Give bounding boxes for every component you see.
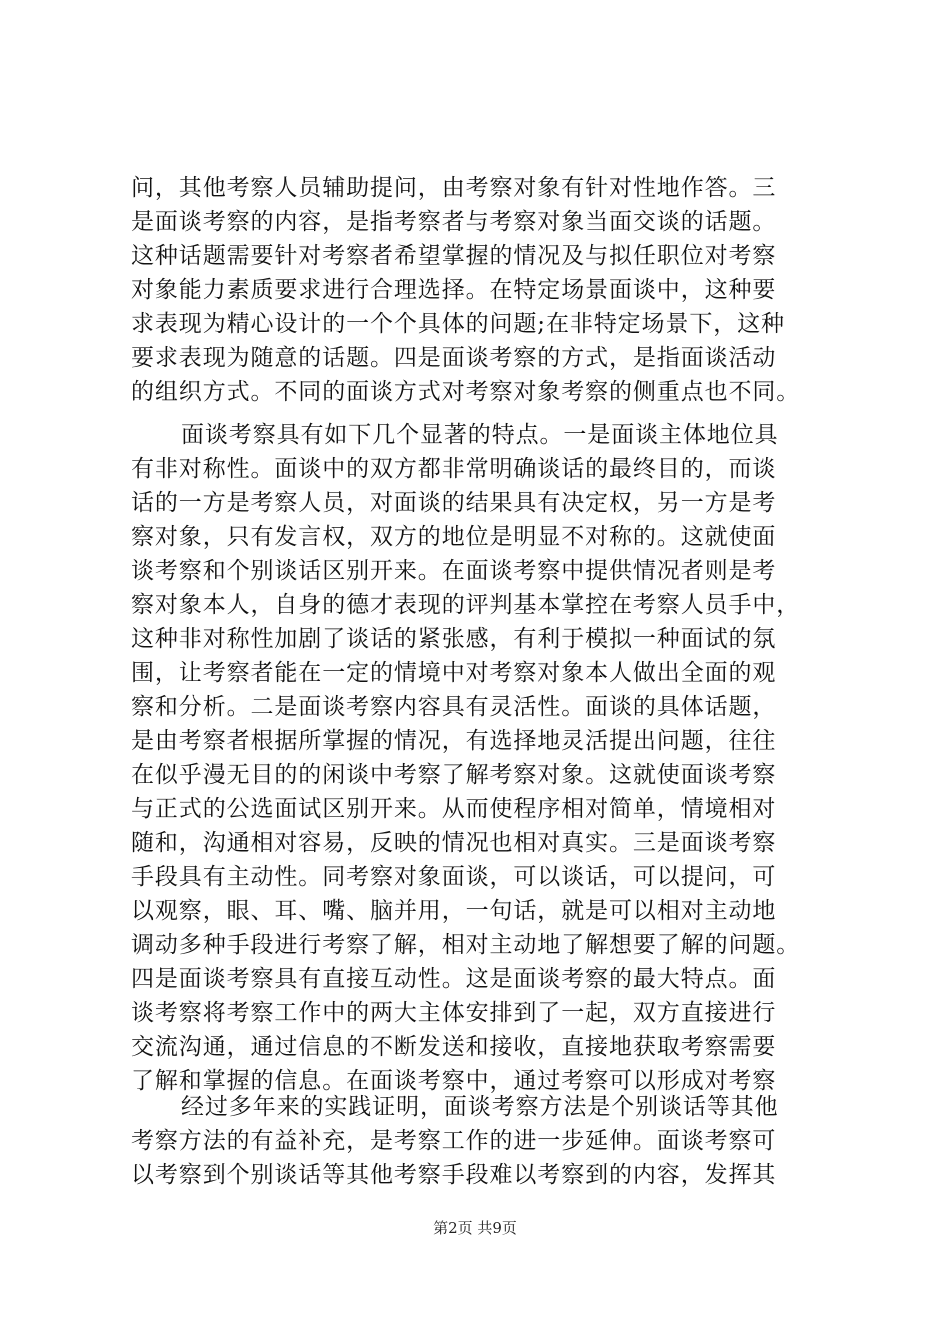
text-line: 谈考察将考察工作中的两大主体安排到了一起，双方直接进行 <box>131 1000 777 1026</box>
text-line: 经过多年来的实践证明，面谈考察方法是个别谈话等其他 <box>181 1094 779 1120</box>
paragraph-2 <box>131 418 831 1098</box>
text-line: 交流沟通，通过信息的不断发送和接收，直接地获取考察需要 <box>131 1034 777 1060</box>
paragraph-3 <box>131 1090 831 1192</box>
text-line: 察和分析。二是面谈考察内容具有灵活性。面谈的具体话题， <box>131 694 777 720</box>
text-line: 察对象，只有发言权，双方的地位是明显不对称的。这就使面 <box>131 524 777 550</box>
text-line: 问，其他考察人员辅助提问，由考察对象有针对性地作答。三 <box>131 175 777 201</box>
text-line: 察对象本人，自身的德才表现的评判基本掌控在考察人员手中， <box>131 592 801 618</box>
text-line: 四是面谈考察具有直接互动性。这是面谈考察的最大特点。面 <box>131 966 777 992</box>
text-line: 考察方法的有益补充，是考察工作的进一步延伸。面谈考察可 <box>131 1128 777 1154</box>
text-line: 以观察，眼、耳、嘴、脑并用，一句话，就是可以相对主动地 <box>131 898 777 924</box>
page-footer <box>0 1218 950 1238</box>
text-line: 求表现为精心设计的一个个具体的问题;在非特定场景下，这种 <box>131 311 785 337</box>
text-line: 要求表现为随意的话题。四是面谈考察的方式，是指面谈活动 <box>131 345 777 371</box>
text-line: 与正式的公选面试区别开来。从而使程序相对简单，情境相对 <box>131 796 777 822</box>
page-number: 第2页 共9页 <box>433 1219 517 1237</box>
text-line: 是由考察者根据所掌握的情况，有选择地灵活提出问题，往往 <box>131 728 777 754</box>
text-line: 对象能力素质要求进行合理选择。在特定场景面谈中，这种要 <box>131 277 777 303</box>
text-line: 以考察到个别谈话等其他考察手段难以考察到的内容，发挥其 <box>131 1162 777 1188</box>
text-line: 的组织方式。不同的面谈方式对考察对象考察的侧重点也不同。 <box>131 379 801 405</box>
text-line: 这种非对称性加剧了谈话的紧张感，有利于模拟一种面试的氛 <box>131 626 777 652</box>
text-line: 随和，沟通相对容易，反映的情况也相对真实。三是面谈考察 <box>131 830 777 856</box>
text-line: 围，让考察者能在一定的情境中对考察对象本人做出全面的观 <box>131 660 777 686</box>
text-line: 有非对称性。面谈中的双方都非常明确谈话的最终目的，而谈 <box>131 456 777 482</box>
text-line: 面谈考察具有如下几个显著的特点。一是面谈主体地位具 <box>181 422 779 448</box>
text-line: 话的一方是考察人员，对面谈的结果具有决定权，另一方是考 <box>131 490 777 516</box>
text-line: 在似乎漫无目的的闲谈中考察了解考察对象。这就使面谈考察 <box>131 762 777 788</box>
text-line: 谈考察和个别谈话区别开来。在面谈考察中提供情况者则是考 <box>131 558 777 584</box>
paragraph-1 <box>131 171 831 409</box>
text-line: 了解和掌握的信息。在面谈考察中，通过考察可以形成对考察 <box>131 1068 777 1094</box>
text-line: 这种话题需要针对考察者希望掌握的情况及与拟任职位对考察 <box>131 243 777 269</box>
text-line: 是面谈考察的内容，是指考察者与考察对象当面交谈的话题。 <box>131 209 777 235</box>
text-line: 调动多种手段进行考察了解，相对主动地了解想要了解的问题。 <box>131 932 801 958</box>
text-line: 手段具有主动性。同考察对象面谈，可以谈话，可以提问，可 <box>131 864 777 890</box>
